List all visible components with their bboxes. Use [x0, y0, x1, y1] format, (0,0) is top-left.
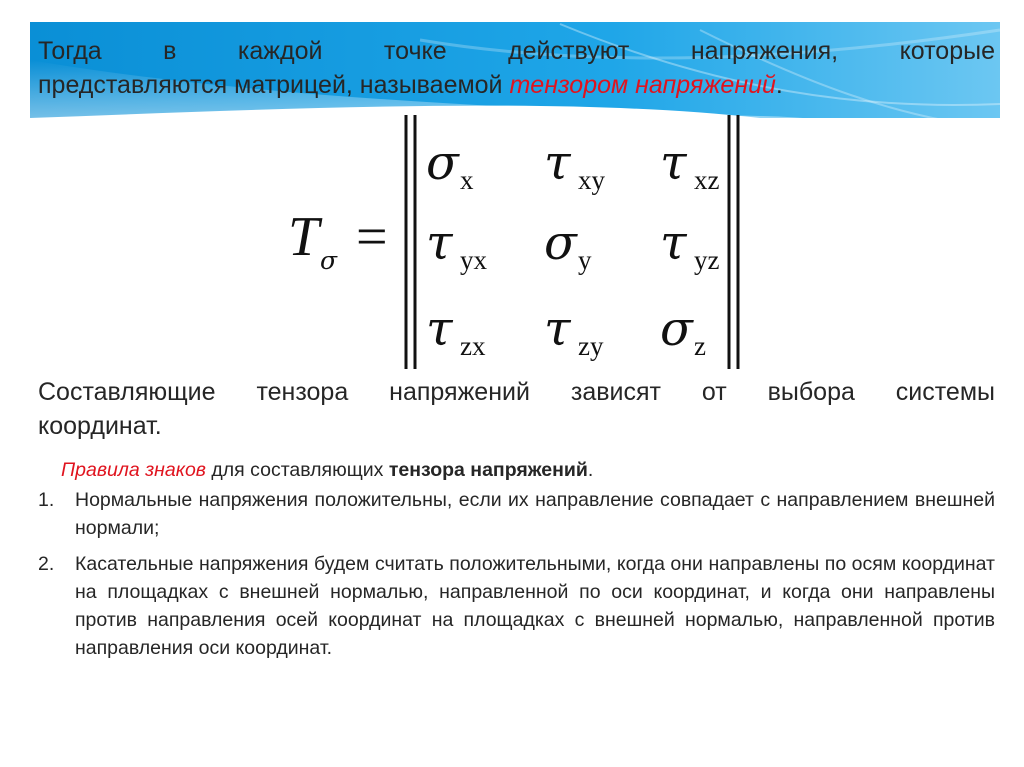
- matrix-symbol: σ: [426, 135, 459, 191]
- sign-rules-heading: Правила знаков для составляющих тензора напряжений.: [61, 459, 594, 481]
- matrix-subscript: yz: [694, 245, 720, 275]
- tensor-symbol: T: [288, 206, 320, 268]
- matrix-subscript: yx: [460, 245, 487, 275]
- matrix-subscript: zy: [578, 331, 604, 361]
- matrix-symbol: τ: [544, 301, 571, 357]
- rule-number: 1.: [38, 489, 55, 511]
- matrix-symbol: τ: [426, 215, 453, 271]
- stress-tensor-term: тензором напряжений: [509, 71, 776, 99]
- sign-rules-term: Правила знаков: [61, 459, 206, 481]
- matrix-symbol: σ: [660, 301, 693, 357]
- matrix-symbol: τ: [426, 301, 453, 357]
- components-paragraph: [38, 375, 995, 443]
- matrix-subscript: z: [694, 331, 706, 361]
- matrix-subscript: zx: [460, 331, 486, 361]
- matrix-subscript: x: [460, 165, 474, 195]
- rule-item: [38, 486, 995, 542]
- matrix-subscript: y: [578, 245, 592, 275]
- tensor-subscript: σ: [320, 246, 338, 275]
- intro-line-2: представляются матрицей, называемой тензором напряжений.: [38, 71, 783, 99]
- matrix-subscript: xz: [694, 165, 720, 195]
- stress-tensor-formula: [284, 107, 754, 375]
- matrix-subscript: xy: [578, 165, 605, 195]
- rule-number: 2.: [38, 553, 55, 575]
- sign-rules-bold: тензора напряжений: [388, 459, 588, 481]
- intro-paragraph: [38, 34, 995, 102]
- components-line-1: Составляющие тензора напряжений зависят от выбора системы: [38, 378, 995, 406]
- matrix-cells: [426, 135, 720, 361]
- intro-line-1: Тогда в каждой точке действуют напряжения, которые: [38, 37, 995, 65]
- rule-item: [38, 550, 995, 662]
- components-line-2: координат.: [38, 412, 162, 440]
- equals-sign: =: [356, 206, 388, 268]
- matrix-symbol: τ: [660, 135, 687, 191]
- matrix-symbol: σ: [544, 215, 577, 271]
- matrix-symbol: τ: [544, 135, 571, 191]
- rule-text: Касательные напряжения будем считать положительными, когда они направлены по осям координат на площадках с внешней нормалью, направленной по оси координат, и когда они направлены против направления осей координат на площадках с внешней нормалью, направленной против направления оси координат.: [75, 553, 995, 659]
- rule-text: Нормальные напряжения положительны, если их направление совпадает с направлением внешней нормали;: [75, 489, 995, 539]
- matrix-symbol: τ: [660, 215, 687, 271]
